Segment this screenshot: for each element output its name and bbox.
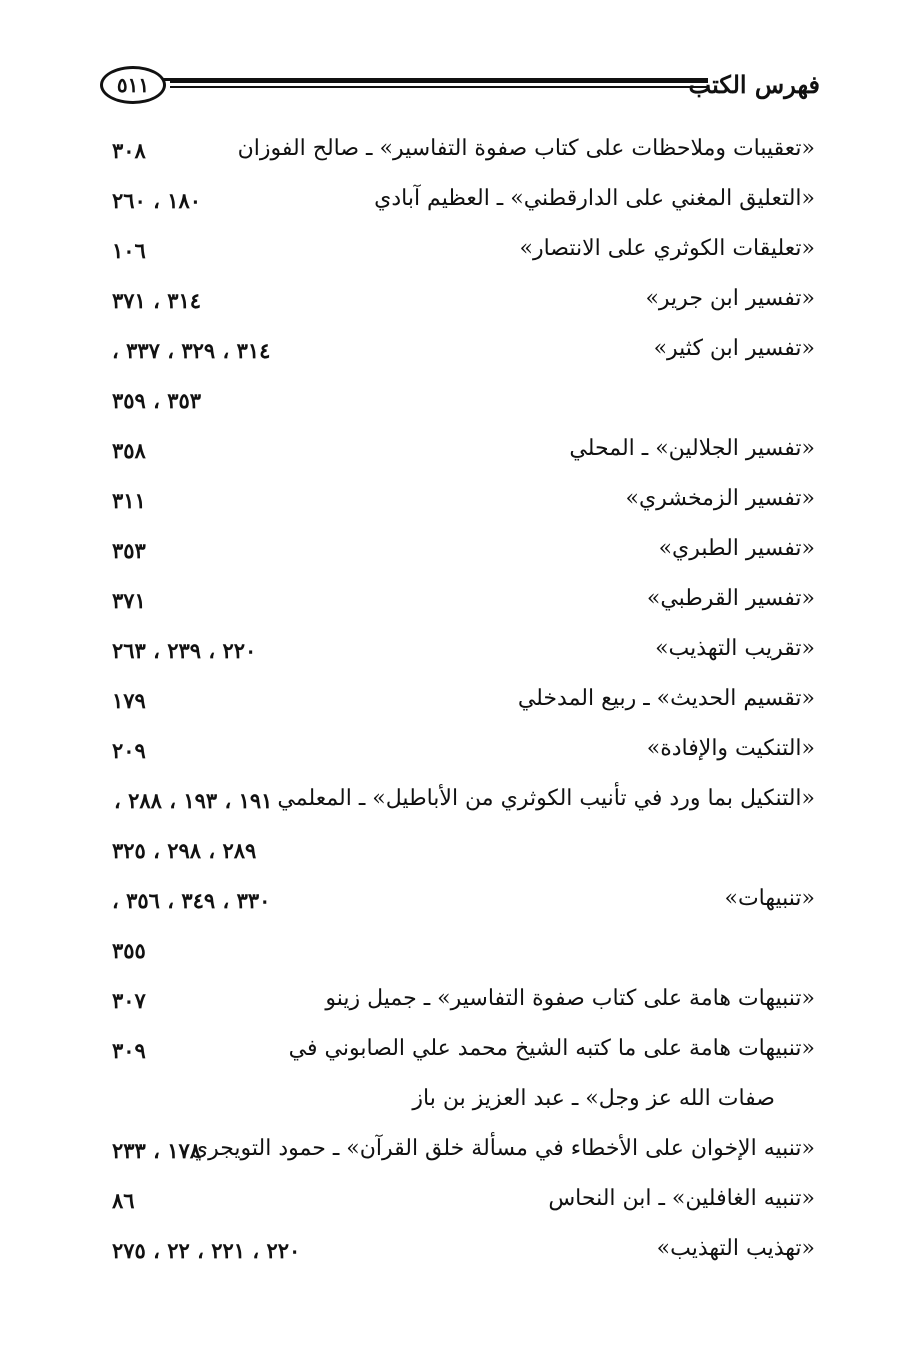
index-entry-continuation [100, 386, 815, 426]
entry-title: «تفسير الطبري» [658, 536, 815, 561]
entry-title: «تفسير القرطبي» [646, 586, 815, 611]
entry-title: «تفسير الزمخشري» [625, 486, 815, 511]
entry-pages: ٣١٤ ، ٣٧١ [112, 288, 202, 313]
page-header [100, 66, 820, 114]
entry-pages: ١٧٩ [112, 688, 146, 713]
entry-pages: ١٠٦ [112, 238, 146, 263]
entry-pages: ٢٨٩ ، ٢٩٨ ، ٣٢٥ [112, 838, 257, 863]
entry-pages: ٣٠٩ [112, 1038, 146, 1063]
entry-title: «تعقيبات وملاحظات على كتاب صفوة التفاسير» ـ صالح الفوزان [237, 136, 815, 161]
entry-title: «التعليق المغني على الدارقطني» ـ العظيم آبادي [374, 186, 815, 211]
index-entry [100, 536, 815, 576]
index-entry [100, 786, 815, 826]
entry-title: «تقريب التهذيب» [655, 636, 815, 661]
index-entry [100, 1036, 815, 1076]
entry-title: «تفسير ابن جرير» [645, 286, 815, 311]
index-entry [100, 136, 815, 176]
entry-title: صفات الله عز وجل» ـ عبد العزيز بن باز [412, 1086, 775, 1111]
page-number: ٥١١ [116, 73, 150, 97]
entry-pages: ٨٦ [112, 1188, 135, 1213]
entry-pages: ٢٢٠ ، ٢٣٩ ، ٢٦٣ [112, 638, 257, 663]
index-entry [100, 1236, 815, 1276]
entry-title: «تنبيهات هامة على كتاب صفوة التفاسير» ـ جميل زينو [325, 986, 815, 1011]
header-rule-thick [170, 78, 708, 83]
entry-pages: ٢٠٩ [112, 738, 146, 763]
entry-pages: ٣٠٧ [112, 988, 146, 1013]
entry-pages: ٣٧١ [112, 588, 146, 613]
index-entry-continuation [100, 836, 815, 876]
entry-pages: ٣١٤ ، ٣٢٩ ، ٣٣٧ ، [112, 338, 271, 363]
entry-pages: ٣١١ [112, 488, 146, 513]
entry-title: «تنبيهات» [724, 886, 815, 911]
header-rule-thin [170, 86, 708, 88]
entry-pages: ١٩١ ، ١٩٣ ، ٢٨٨ ، [114, 788, 273, 813]
entry-pages: ٣٠٨ [112, 138, 146, 163]
page-number-oval [100, 66, 166, 104]
entry-title: «تفسير ابن كثير» [653, 336, 815, 361]
index-entry [100, 186, 815, 226]
header-title: فهرس الكتب [688, 70, 820, 99]
index-entry [100, 486, 815, 526]
entry-title: «تنبيهات هامة على ما كتبه الشيخ محمد علي الصابوني في [288, 1036, 815, 1061]
entry-title: «التنكيت والإفادة» [646, 736, 815, 761]
entry-title: «تنبيه الإخوان على الأخطاء في مسألة خلق القرآن» ـ حمود التويجري [190, 1136, 815, 1161]
index-entry-continuation [100, 1086, 815, 1126]
entry-pages: ٣٥٨ [112, 438, 146, 463]
index-entry [100, 336, 815, 376]
index-entry [100, 236, 815, 276]
entry-title: «التنكيل بما ورد في تأنيب الكوثري من الأباطيل» ـ المعلمي [277, 786, 815, 811]
index-entry [100, 586, 815, 626]
index-entry [100, 886, 815, 926]
entry-title: «تفسير الجلالين» ـ المحلي [569, 436, 815, 461]
index-entry [100, 986, 815, 1026]
entry-pages: ٣٥٥ [112, 938, 146, 963]
entry-title: «تنبيه الغافلين» ـ ابن النحاس [548, 1186, 815, 1211]
entry-title: «تهذيب التهذيب» [656, 1236, 815, 1261]
index-entry [100, 286, 815, 326]
entry-title: «تعليقات الكوثري على الانتصار» [519, 236, 815, 261]
index-entry [100, 1186, 815, 1226]
entry-pages: ١٨٠ ، ٢٦٠ [112, 188, 202, 213]
entry-pages: ٣٣٠ ، ٣٤٩ ، ٣٥٦ ، [112, 888, 271, 913]
entry-pages: ٣٥٣ ، ٣٥٩ [112, 388, 202, 413]
index-entry-continuation [100, 936, 815, 976]
index-entry [100, 636, 815, 676]
header-rule [170, 78, 708, 88]
entry-pages: ١٧٨ ، ٢٣٣ [112, 1138, 202, 1163]
entry-title: «تقسيم الحديث» ـ ربيع المدخلي [517, 686, 815, 711]
entry-pages: ٣٥٣ [112, 538, 146, 563]
index-entry [100, 1136, 815, 1176]
index-entry [100, 686, 815, 726]
entry-pages: ٢٢٠ ، ٢٢١ ، ٢٢ ، ٢٧٥ [112, 1238, 301, 1263]
index-entry [100, 436, 815, 476]
index-entry [100, 736, 815, 776]
